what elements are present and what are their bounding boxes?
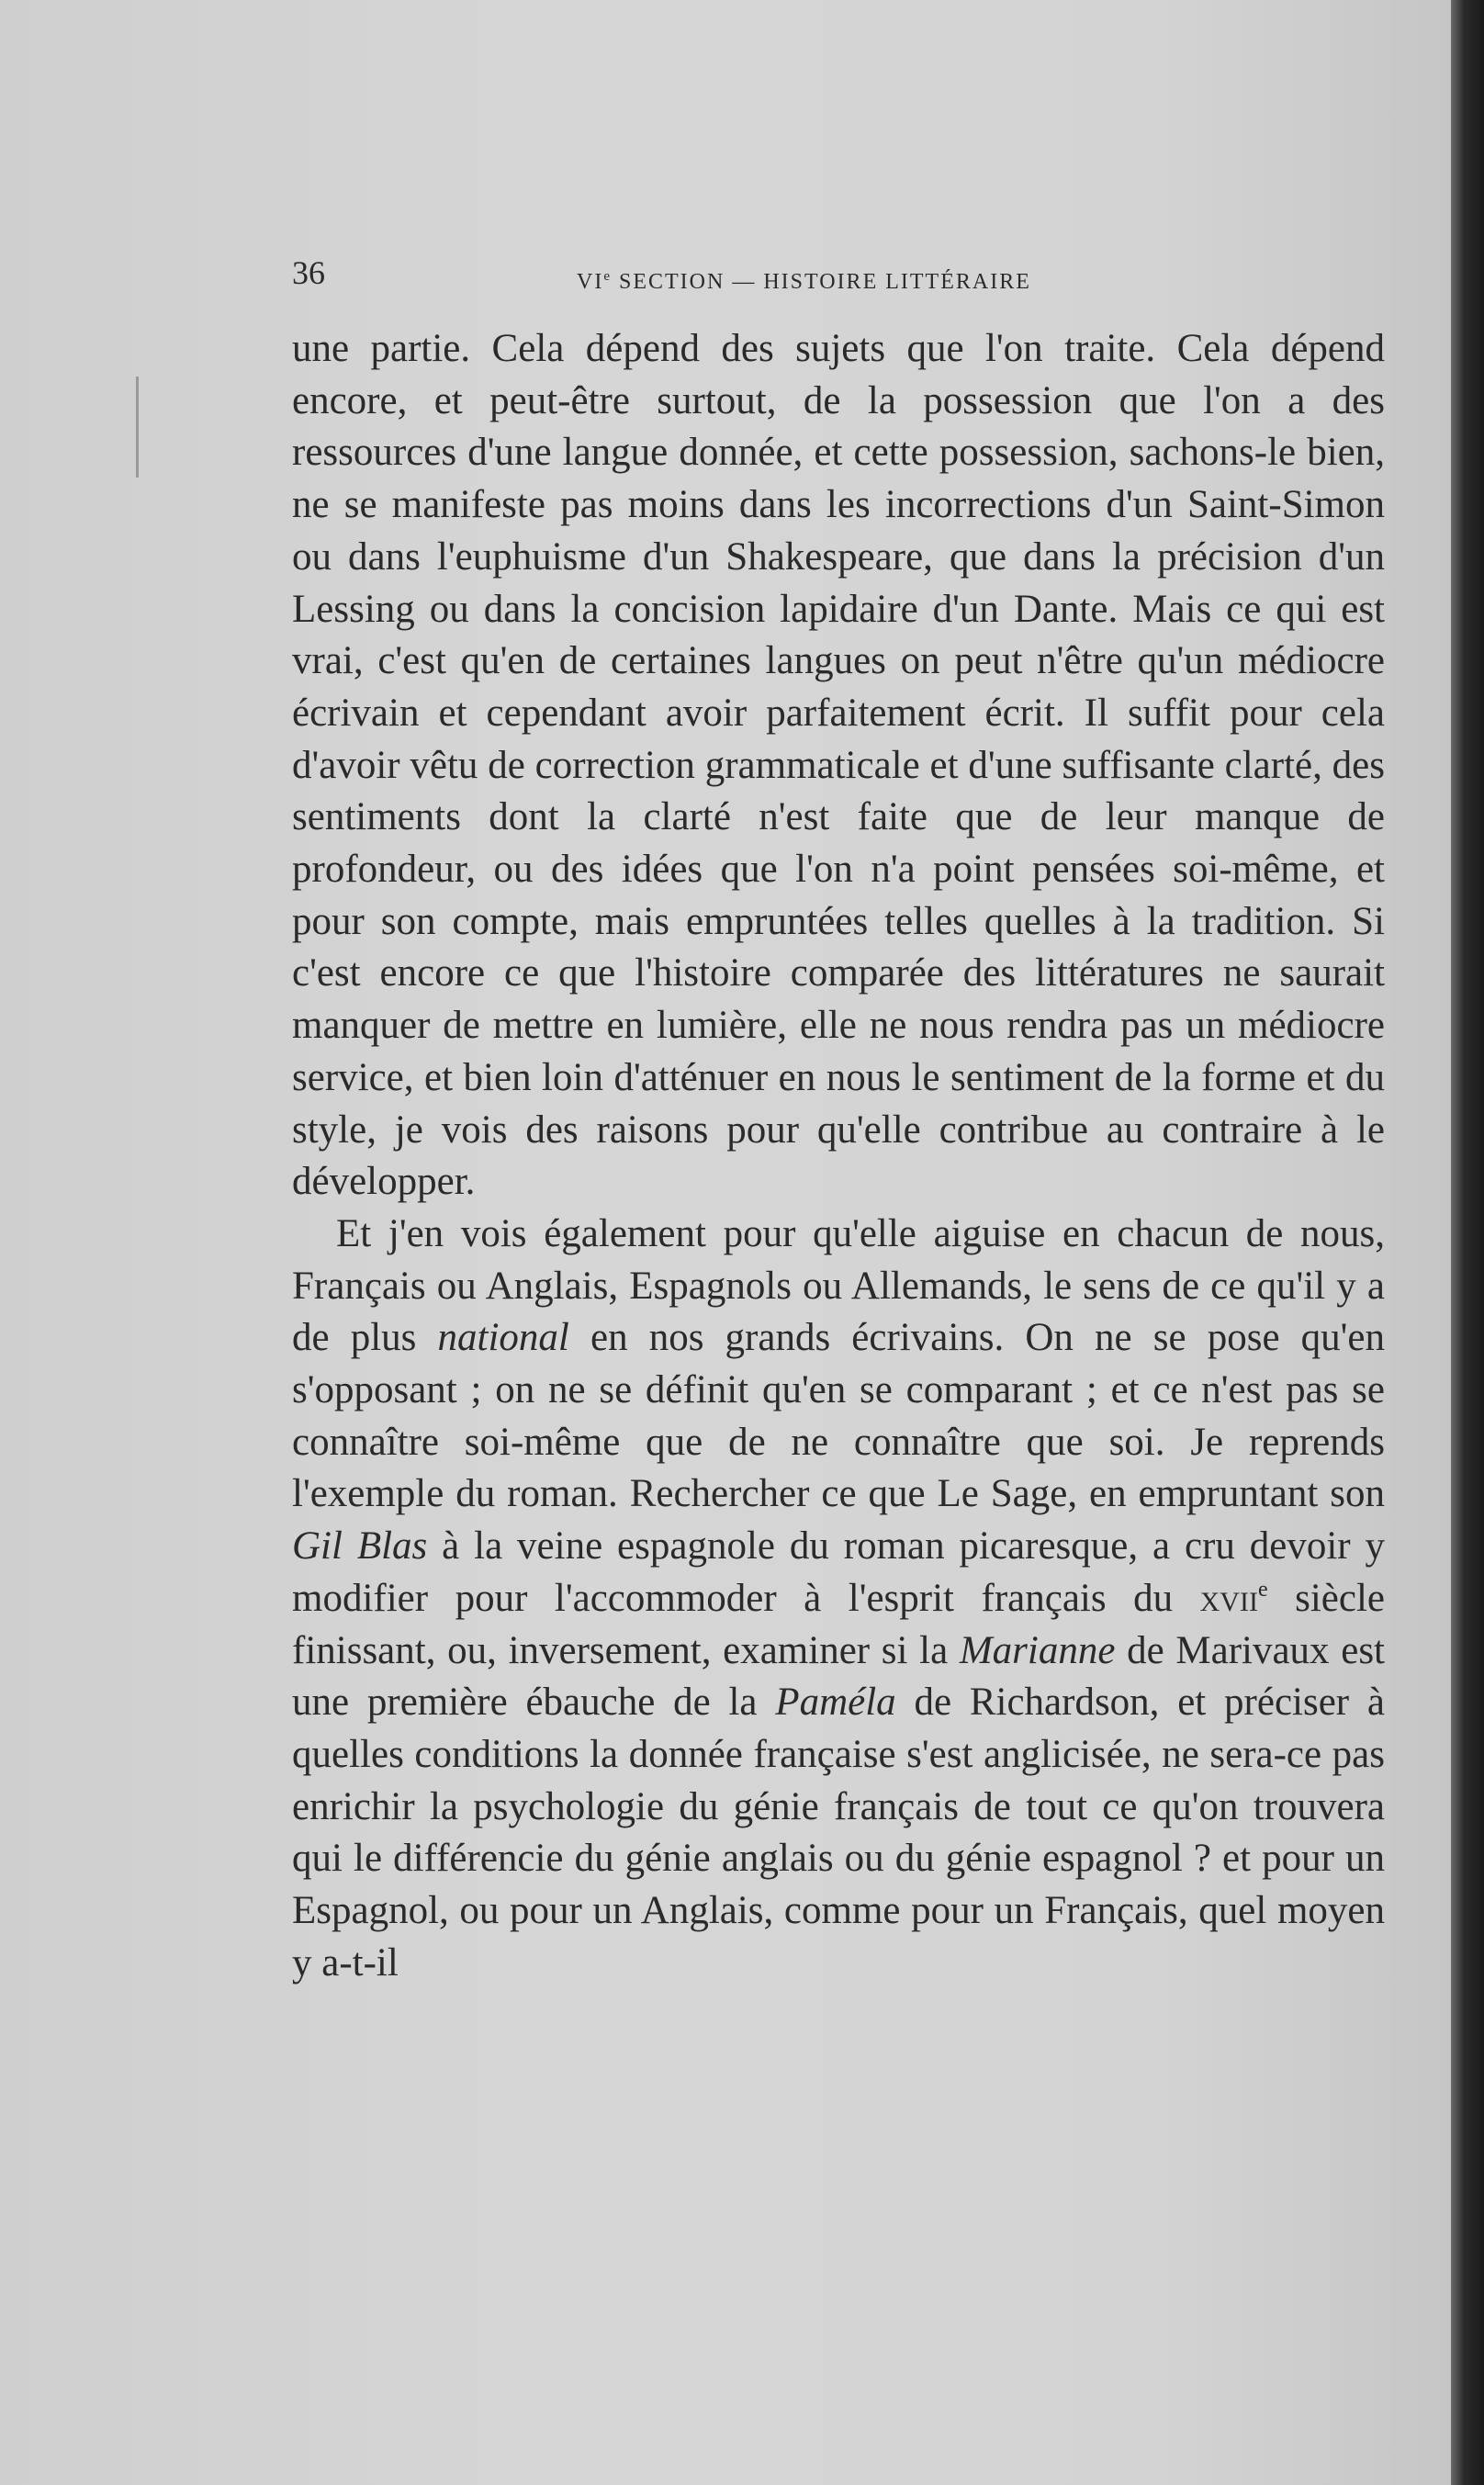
paragraph-2 [292, 1209, 1385, 1990]
italic-pamela: Paméla [775, 1681, 896, 1725]
section-title: SECTION — HISTOIRE LITTÉRAIRE [612, 270, 1031, 294]
century-numeral: xvii [1199, 1576, 1258, 1620]
text-run: de Marivaux est une première ébauche de la [292, 1628, 1386, 1725]
text-run: en nos grands écrivains. On ne se pose qu'en s'opposant ; on ne se définit qu'en se comparant ; et ce n'est pas se connaître soi-même que de ne connaître que soi. Je reprends l'exemple du roman. Rechercher ce que Le Sage, en empruntant son [292, 1316, 1385, 1516]
italic-gil-blas: Gil Blas [292, 1524, 428, 1569]
page-number: 36 [292, 254, 325, 291]
running-head [577, 256, 1031, 302]
text-run: siècle finissant, ou, inversement, examiner si la [292, 1576, 1385, 1672]
paragraph-1: une partie. Cela dépend des sujets que l'on traite. Cela dépend encore, et peut-être surtout, de la possession que l'on a des ressources d'une langue donnée, et cette possession, sachons-le bien, ne se manifeste pas moins dans les incorrections d'un Saint-Simon ou dans l'euphuisme d'un Shakespeare, que dans la précision d'un Lessing ou dans la concision lapidaire d'un Dante. Mais ce qui est vrai, c'est qu'en de certaines langues on peut n'être qu'un médiocre écrivain et cependant avoir parfaitement écrit. Il suffit pour cela d'avoir vêtu de correction grammaticale et d'une suffisante clarté, des sentiments dont la clarté n'est faite que de leur manque de profondeur, ou des idées que l'on n'a point pensées soi-même, et pour son compte, mais empruntées telles quelles à la tradition. Si c'est encore ce que l'histoire comparée des littératures ne saurait manquer de mettre en lumière, elle ne nous rendra pas un médiocre service, et bien loin d'atténuer en nous le sentiment de la forme et du style, je vois des raisons pour qu'elle contribue au contraire à le développer. [292, 327, 1385, 1204]
text-run: de Richardson, et préciser à quelles conditions la donnée française s'est anglicisée, ne sera-ce pas enrichir la psychologie du génie français de tout ce qu'on trouvera qui le différencie du génie anglais ou du génie espagnol ? et pour un Espagnol, ou pour un Anglais, comme pour un Français, quel moyen y a-t-il [292, 1681, 1385, 1985]
section-roman: VI [577, 270, 604, 294]
italic-national: national [437, 1316, 569, 1360]
body-text [292, 323, 1385, 1990]
text-run: à la veine espagnole du roman picaresque, a cru devoir y modifier pour l'accommoder à l'esprit français du [292, 1524, 1385, 1620]
text-run: Et j'en vois également pour qu'elle aiguise en chacun de nous, Français ou Anglais, Espagnols ou Allemands, le sens de ce qu'il y a de plus [292, 1211, 1385, 1360]
italic-marianne: Marianne [959, 1628, 1116, 1672]
section-sup: e [603, 269, 612, 284]
book-spine-shadow [1451, 0, 1484, 2485]
page-header [292, 253, 1385, 293]
margin-mark [136, 377, 139, 478]
century-sup: e [1257, 1577, 1268, 1602]
